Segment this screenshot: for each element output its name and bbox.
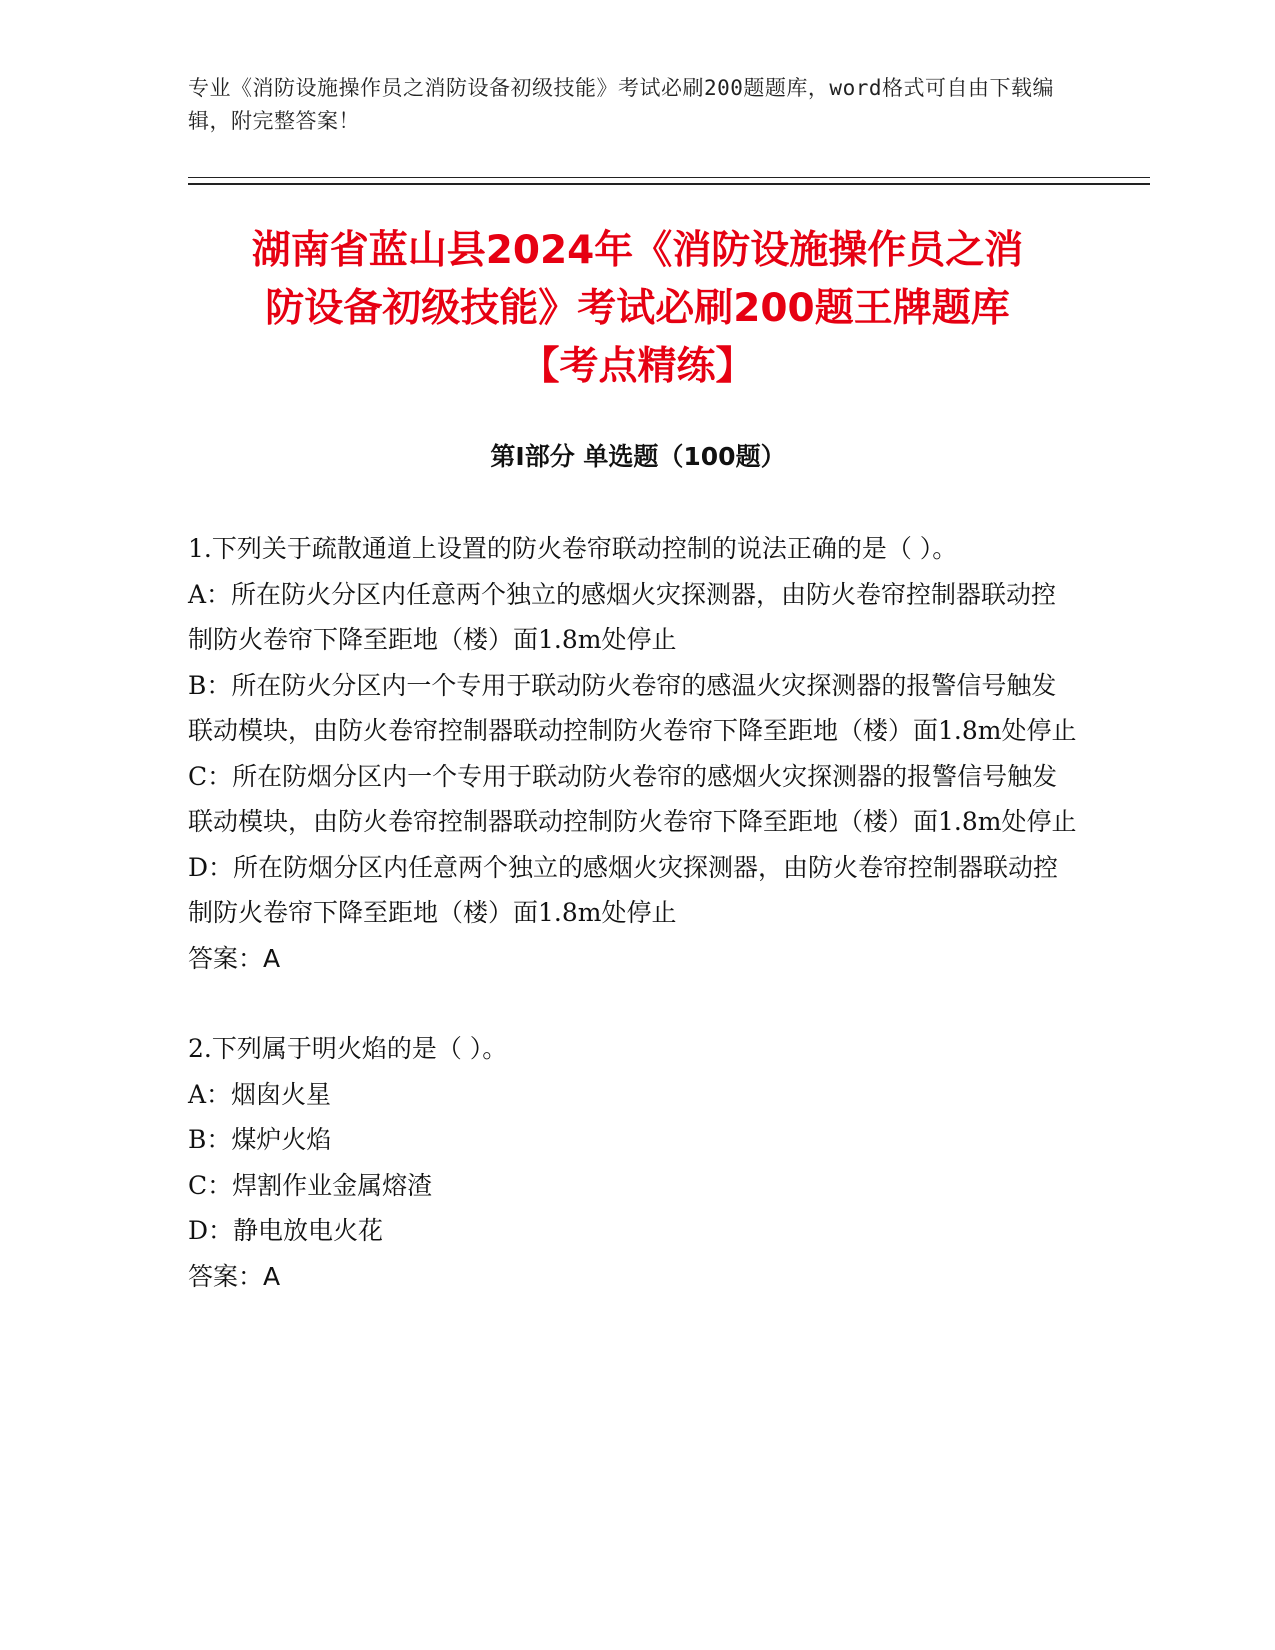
document-title: [160, 222, 1115, 396]
header-note: 专业《消防设施操作员之消防设备初级技能》考试必刷200题题库，word格式可自由下载编辑，附完整答案！: [188, 76, 1054, 133]
option-c: C：所在防烟分区内一个专用于联动防火卷帘的感烟火灾探测器的报警信号触发联动模块，由防火卷帘控制器联动控制防火卷帘下降至距地（楼）面1.8m处停止: [188, 761, 1077, 836]
option-b: B：煤炉火焰: [188, 1125, 332, 1154]
question-list: [188, 526, 1078, 1299]
option-c: C：焊割作业金属熔渣: [188, 1170, 433, 1200]
header-divider-thin: [188, 177, 1150, 178]
question-1: [188, 526, 1078, 981]
question-stem: 2.下列属于明火焰的是（ ）。: [188, 1034, 508, 1063]
answer: 答案：A: [188, 943, 281, 973]
title-line-2: 防设备初级技能》考试必刷200题王牌题库: [265, 286, 1010, 331]
option-b: B：所在防火分区内一个专用于联动防火卷帘的感温火灾探测器的报警信号触发联动模块，由防火卷帘控制器联动控制防火卷帘下降至距地（楼）面1.8m处停止: [188, 670, 1077, 745]
option-a: A：烟囱火星: [188, 1079, 332, 1109]
question-2: [188, 1026, 1078, 1299]
header-divider-thick: [188, 183, 1150, 185]
section-heading: 第I部分 单选题（100题）: [490, 442, 786, 471]
option-d: D：静电放电火花: [188, 1216, 384, 1245]
option-d: D：所在防烟分区内任意两个独立的感烟火灾探测器，由防火卷帘控制器联动控制防火卷帘下降至距地（楼）面1.8m处停止: [188, 852, 1059, 927]
title-line-3: 【考点精练】: [520, 344, 755, 389]
option-a: A：所在防火分区内任意两个独立的感烟火灾探测器，由防火卷帘控制器联动控制防火卷帘下降至距地（楼）面1.8m处停止: [188, 579, 1057, 654]
question-stem: 1.下列关于疏散通道上设置的防火卷帘联动控制的说法正确的是（ ）。: [188, 534, 958, 563]
title-line-1: 湖南省蓝山县2024年《消防设施操作员之消: [251, 228, 1024, 273]
answer: 答案：A: [188, 1261, 281, 1291]
